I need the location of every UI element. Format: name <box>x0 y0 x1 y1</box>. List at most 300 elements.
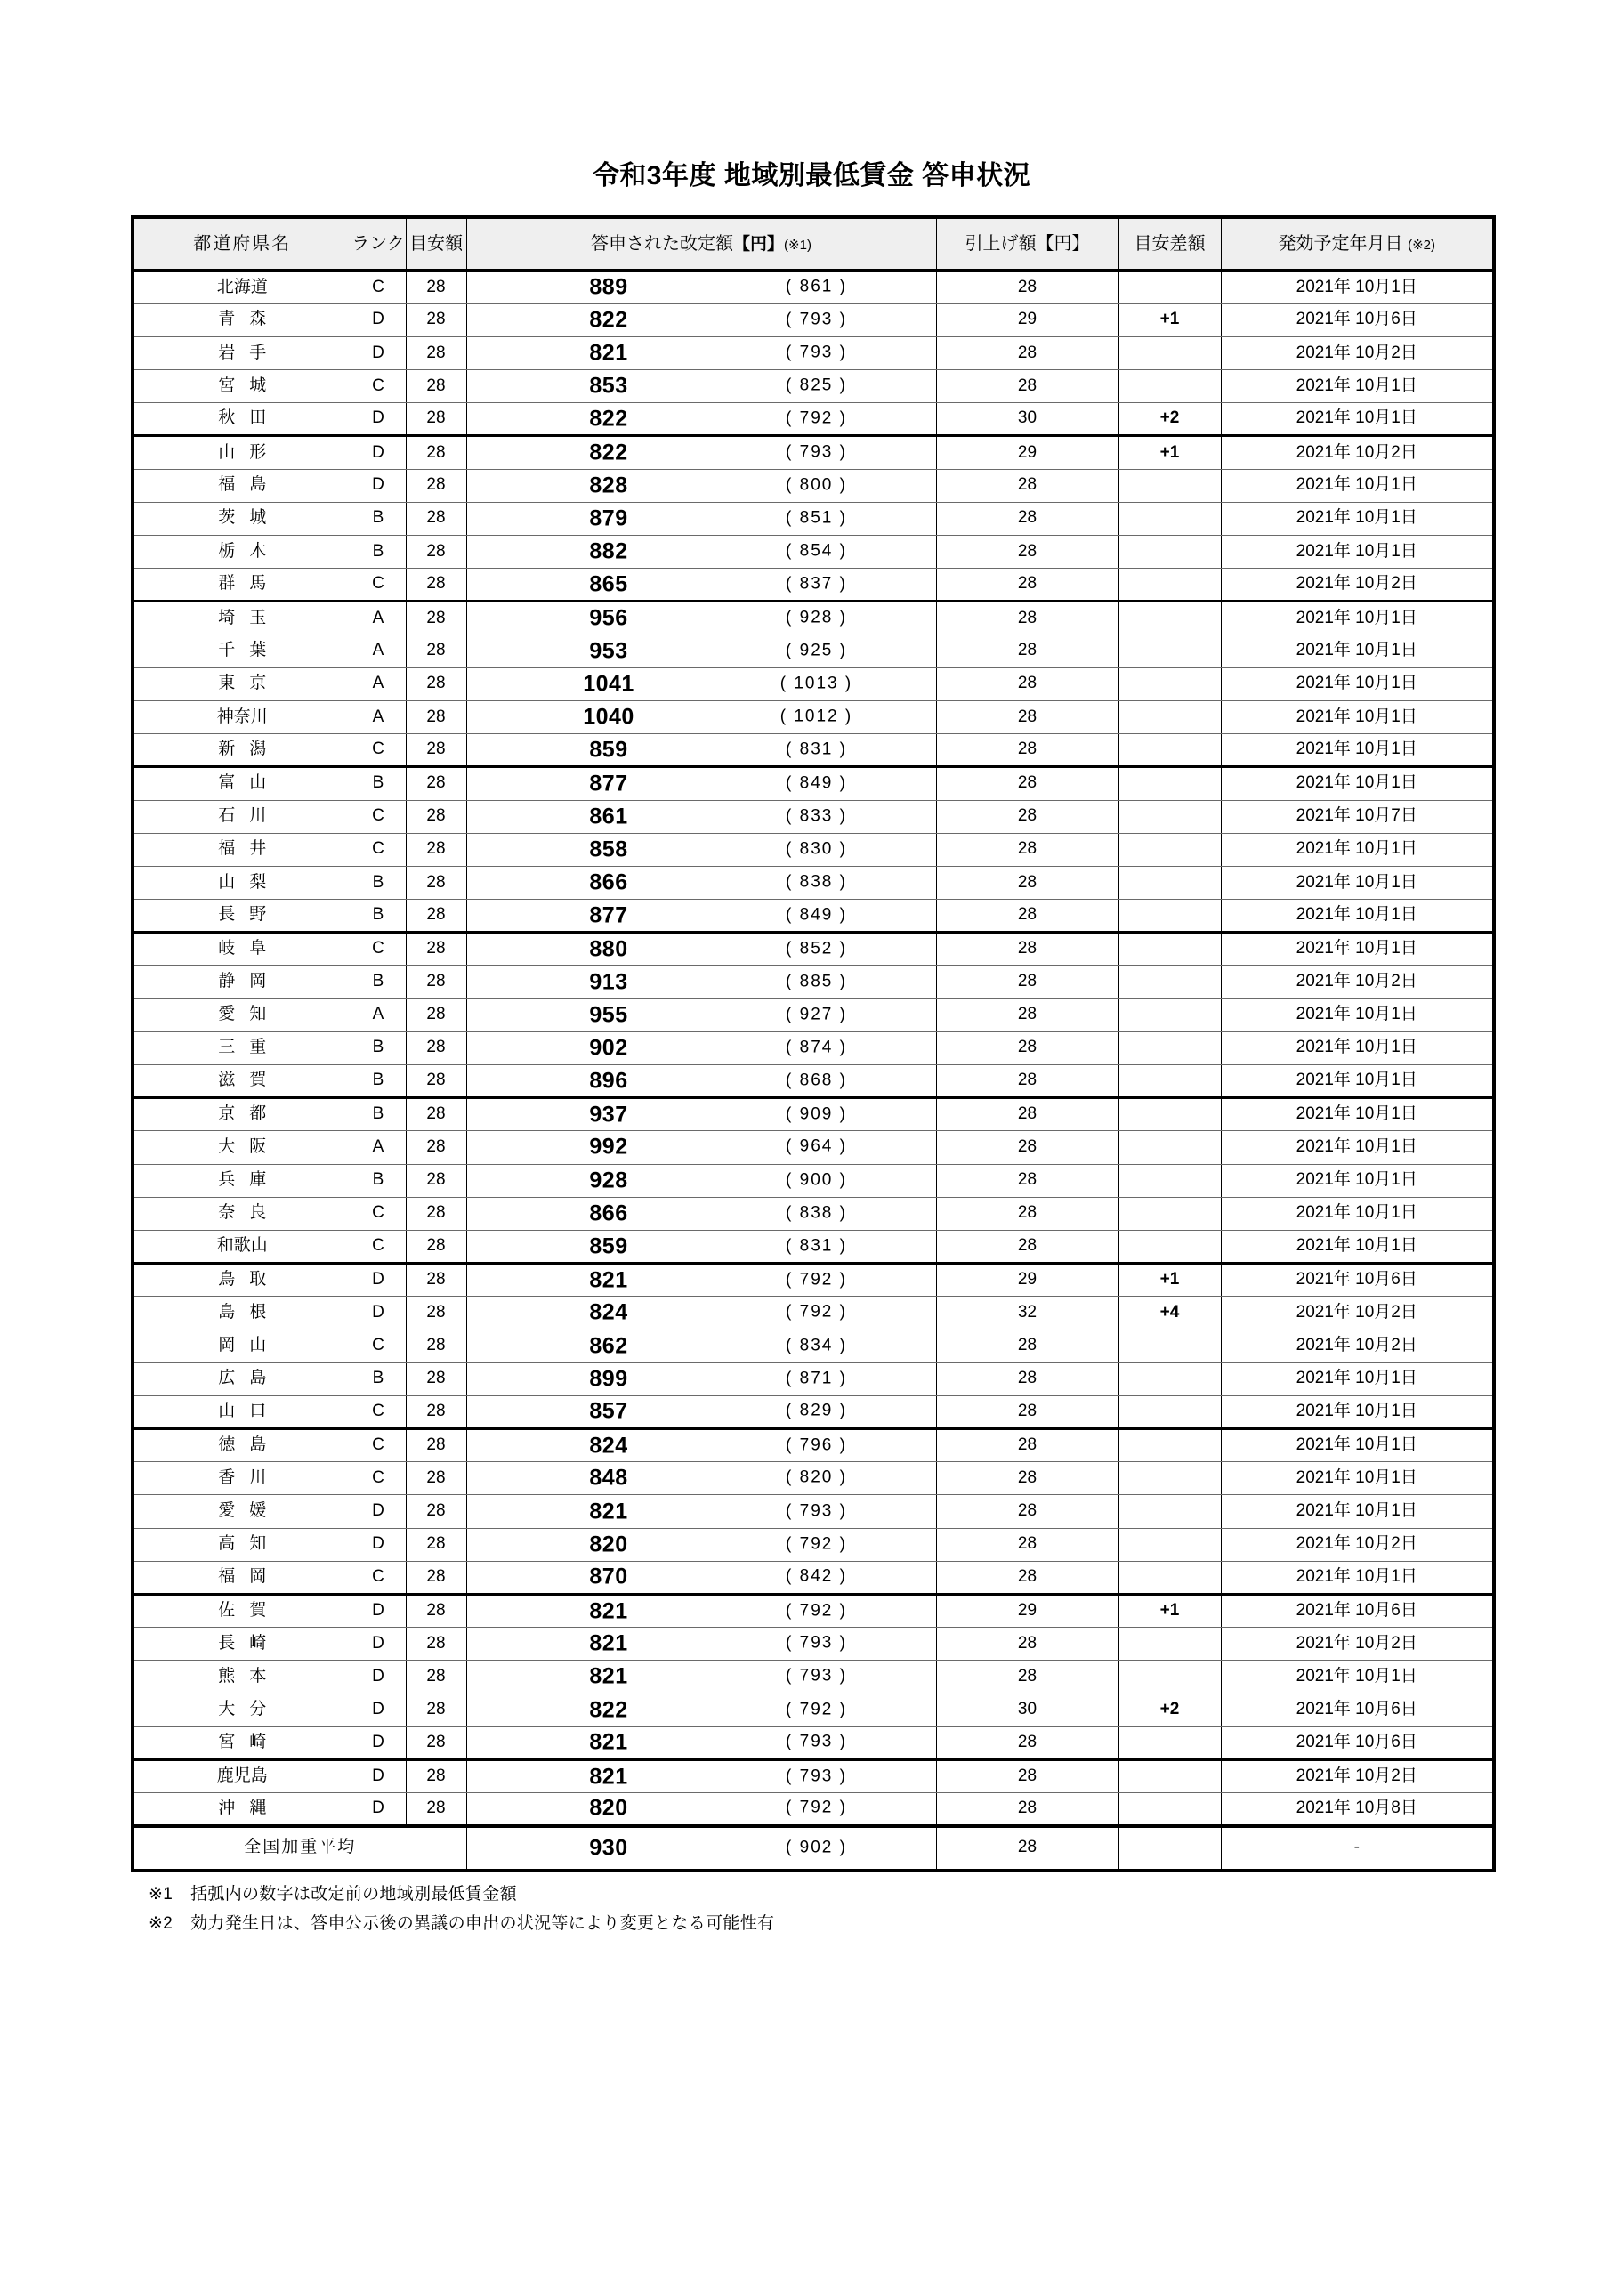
previous-amount-value: ( 928 ) <box>786 608 847 627</box>
cell-effective-date: 2021年 10月2日 <box>1221 569 1494 602</box>
cell-raise-amount: 28 <box>936 1628 1118 1661</box>
total-previous-amount-value: ( 902 ) <box>786 1838 847 1857</box>
cell-guideline-amount: 28 <box>406 370 466 403</box>
table-row <box>133 1230 1494 1263</box>
revised-amount-value: 821 <box>589 1763 628 1789</box>
cell-prefecture: 石川 <box>133 800 351 833</box>
cell-guideline-amount: 28 <box>406 833 466 866</box>
table-row <box>133 900 1494 933</box>
previous-amount-value: ( 861 ) <box>786 277 847 296</box>
total-guideline-difference <box>1118 1826 1221 1871</box>
cell-revised-amount <box>466 1561 936 1594</box>
cell-prefecture: 静岡 <box>133 966 351 998</box>
cell-effective-date: 2021年 10月1日 <box>1221 1131 1494 1164</box>
cell-prefecture: 青森 <box>133 303 351 336</box>
revised-amount-value: 937 <box>589 1102 628 1128</box>
revised-amount-value: 877 <box>589 901 628 927</box>
minimum-wage-table <box>131 215 1496 1872</box>
table-row <box>133 1098 1494 1131</box>
cell-effective-date: 2021年 10月1日 <box>1221 469 1494 502</box>
cell-effective-date: 2021年 10月6日 <box>1221 303 1494 336</box>
cell-prefecture: 愛知 <box>133 998 351 1031</box>
previous-amount-value: ( 792 ) <box>786 1302 847 1322</box>
revised-amount-value: 824 <box>589 1432 628 1458</box>
revised-amount-value: 1041 <box>583 671 634 697</box>
cell-guideline-amount: 28 <box>406 1495 466 1528</box>
table-row <box>133 1264 1494 1297</box>
wage-table-container <box>131 215 1492 1872</box>
cell-guideline-difference <box>1118 569 1221 602</box>
cell-rank: C <box>351 370 406 403</box>
cell-raise-amount: 28 <box>936 1462 1118 1495</box>
cell-effective-date: 2021年 10月1日 <box>1221 1031 1494 1064</box>
previous-amount-value: ( 829 ) <box>786 1402 847 1421</box>
previous-amount-value: ( 838 ) <box>786 1203 847 1223</box>
cell-guideline-difference <box>1118 933 1221 966</box>
previous-amount-value: ( 852 ) <box>786 939 847 958</box>
previous-amount-value: ( 792 ) <box>786 1534 847 1554</box>
cell-guideline-amount: 28 <box>406 767 466 800</box>
cell-guideline-difference <box>1118 1395 1221 1428</box>
cell-guideline-amount: 28 <box>406 569 466 602</box>
cell-rank: B <box>351 502 406 535</box>
column-header-prefecture: 都道府県名 <box>133 217 351 271</box>
table-row <box>133 502 1494 535</box>
revised-amount-value: 896 <box>589 1067 628 1093</box>
cell-prefecture: 徳島 <box>133 1429 351 1462</box>
cell-rank: D <box>351 469 406 502</box>
cell-rank: D <box>351 303 406 336</box>
cell-rank: A <box>351 667 406 700</box>
cell-prefecture: 秋田 <box>133 403 351 436</box>
cell-revised-amount <box>466 667 936 700</box>
cell-guideline-amount: 28 <box>406 1528 466 1561</box>
cell-prefecture: 岡山 <box>133 1330 351 1362</box>
cell-effective-date: 2021年 10月1日 <box>1221 667 1494 700</box>
cell-revised-amount <box>466 1495 936 1528</box>
cell-effective-date: 2021年 10月1日 <box>1221 1065 1494 1098</box>
column-header-diff: 目安差額 <box>1118 217 1221 271</box>
column-header-amount <box>466 217 936 271</box>
cell-revised-amount <box>466 1065 936 1098</box>
cell-raise-amount: 28 <box>936 1495 1118 1528</box>
cell-effective-date: 2021年 10月2日 <box>1221 336 1494 369</box>
revised-amount-value: 828 <box>589 472 628 497</box>
table-row <box>133 998 1494 1031</box>
revised-amount-value: 821 <box>589 1729 628 1755</box>
cell-prefecture: 埼玉 <box>133 602 351 635</box>
cell-guideline-difference <box>1118 271 1221 303</box>
previous-amount-value: ( 871 ) <box>786 1369 847 1388</box>
cell-prefecture: 熊本 <box>133 1661 351 1694</box>
cell-prefecture: 富山 <box>133 767 351 800</box>
previous-amount-value: ( 792 ) <box>786 1799 847 1818</box>
revised-amount-value: 953 <box>589 637 628 663</box>
cell-effective-date: 2021年 10月1日 <box>1221 403 1494 436</box>
cell-guideline-difference <box>1118 1661 1221 1694</box>
previous-amount-value: ( 909 ) <box>786 1104 847 1124</box>
footnotes <box>131 1880 1492 1939</box>
cell-guideline-difference <box>1118 1793 1221 1826</box>
cell-prefecture: 山口 <box>133 1395 351 1428</box>
cell-revised-amount <box>466 1395 936 1428</box>
cell-guideline-amount: 28 <box>406 1726 466 1759</box>
cell-effective-date: 2021年 10月1日 <box>1221 734 1494 767</box>
cell-guideline-difference <box>1118 866 1221 899</box>
cell-guideline-difference <box>1118 1759 1221 1792</box>
cell-revised-amount <box>466 1230 936 1263</box>
cell-prefecture: 長野 <box>133 900 351 933</box>
previous-amount-value: ( 849 ) <box>786 905 847 925</box>
cell-prefecture: 奈良 <box>133 1197 351 1230</box>
cell-guideline-difference <box>1118 1462 1221 1495</box>
revised-amount-value: 866 <box>589 1201 628 1226</box>
table-row <box>133 734 1494 767</box>
cell-guideline-amount: 28 <box>406 1628 466 1661</box>
cell-revised-amount <box>466 469 936 502</box>
cell-revised-amount <box>466 1661 936 1694</box>
revised-amount-value: 861 <box>589 803 628 829</box>
table-row <box>133 1297 1494 1330</box>
revised-amount-value: 858 <box>589 837 628 862</box>
cell-raise-amount: 28 <box>936 866 1118 899</box>
cell-raise-amount: 30 <box>936 1694 1118 1726</box>
table-row <box>133 1164 1494 1197</box>
previous-amount-value: ( 831 ) <box>786 1236 847 1256</box>
revised-amount-value: 821 <box>589 1663 628 1689</box>
cell-guideline-difference <box>1118 1528 1221 1561</box>
cell-prefecture: 島根 <box>133 1297 351 1330</box>
cell-guideline-amount: 28 <box>406 933 466 966</box>
cell-guideline-amount: 28 <box>406 403 466 436</box>
revised-amount-value: 824 <box>589 1299 628 1325</box>
table-row <box>133 336 1494 369</box>
cell-prefecture: 沖縄 <box>133 1793 351 1826</box>
cell-raise-amount: 28 <box>936 1429 1118 1462</box>
cell-guideline-difference <box>1118 370 1221 403</box>
cell-revised-amount <box>466 536 936 569</box>
cell-revised-amount <box>466 1297 936 1330</box>
cell-guideline-difference: +1 <box>1118 1595 1221 1628</box>
table-row <box>133 1065 1494 1098</box>
cell-raise-amount: 28 <box>936 800 1118 833</box>
cell-prefecture: 広島 <box>133 1362 351 1395</box>
cell-raise-amount: 28 <box>936 734 1118 767</box>
table-row <box>133 1793 1494 1826</box>
cell-raise-amount: 28 <box>936 1031 1118 1064</box>
previous-amount-value: ( 851 ) <box>786 508 847 528</box>
table-row <box>133 1694 1494 1726</box>
cell-effective-date: 2021年 10月2日 <box>1221 1330 1494 1362</box>
header-row <box>133 217 1494 271</box>
cell-guideline-amount: 28 <box>406 502 466 535</box>
table-row <box>133 833 1494 866</box>
table-row <box>133 1759 1494 1792</box>
cell-guideline-amount: 28 <box>406 1462 466 1495</box>
cell-raise-amount: 28 <box>936 502 1118 535</box>
cell-guideline-difference <box>1118 602 1221 635</box>
previous-amount-value: ( 792 ) <box>786 408 847 428</box>
cell-rank: C <box>351 1462 406 1495</box>
cell-guideline-amount: 28 <box>406 966 466 998</box>
cell-guideline-amount: 28 <box>406 700 466 733</box>
cell-effective-date: 2021年 10月1日 <box>1221 502 1494 535</box>
cell-rank: D <box>351 1628 406 1661</box>
table-row <box>133 1661 1494 1694</box>
cell-guideline-amount: 28 <box>406 1330 466 1362</box>
cell-guideline-amount: 28 <box>406 998 466 1031</box>
cell-rank: B <box>351 1164 406 1197</box>
footnote <box>149 1880 1492 1909</box>
revised-amount-value: 821 <box>589 1597 628 1623</box>
cell-effective-date: 2021年 10月2日 <box>1221 1297 1494 1330</box>
cell-guideline-amount: 28 <box>406 1297 466 1330</box>
cell-guideline-amount: 28 <box>406 900 466 933</box>
cell-revised-amount <box>466 1595 936 1628</box>
cell-effective-date: 2021年 10月1日 <box>1221 1395 1494 1428</box>
cell-guideline-difference: +1 <box>1118 436 1221 469</box>
cell-guideline-difference <box>1118 734 1221 767</box>
cell-prefecture: 岐阜 <box>133 933 351 966</box>
cell-guideline-amount: 28 <box>406 1694 466 1726</box>
cell-effective-date: 2021年 10月1日 <box>1221 1362 1494 1395</box>
cell-guideline-difference <box>1118 1628 1221 1661</box>
cell-prefecture: 福岡 <box>133 1561 351 1594</box>
cell-revised-amount <box>466 800 936 833</box>
previous-amount-value: ( 964 ) <box>786 1137 847 1157</box>
cell-revised-amount <box>466 1694 936 1726</box>
cell-effective-date: 2021年 10月1日 <box>1221 635 1494 667</box>
table-row <box>133 602 1494 635</box>
cell-guideline-amount: 28 <box>406 436 466 469</box>
cell-raise-amount: 28 <box>936 1065 1118 1098</box>
cell-effective-date: 2021年 10月1日 <box>1221 1197 1494 1230</box>
cell-prefecture: 長崎 <box>133 1628 351 1661</box>
revised-amount-value: 992 <box>589 1134 628 1160</box>
cell-guideline-difference <box>1118 1098 1221 1131</box>
cell-prefecture: 滋賀 <box>133 1065 351 1098</box>
cell-raise-amount: 29 <box>936 1595 1118 1628</box>
cell-revised-amount <box>466 436 936 469</box>
cell-guideline-difference <box>1118 1164 1221 1197</box>
previous-amount-value: ( 849 ) <box>786 773 847 793</box>
column-header-date-main: 発効予定年月日 <box>1278 234 1403 254</box>
cell-guideline-difference: +4 <box>1118 1297 1221 1330</box>
column-header-amount-note: (※1) <box>784 237 812 253</box>
table-row <box>133 1528 1494 1561</box>
table-row <box>133 436 1494 469</box>
cell-guideline-amount: 28 <box>406 602 466 635</box>
column-header-amount-main: 答申された改定額 <box>591 233 734 254</box>
cell-revised-amount <box>466 1164 936 1197</box>
cell-guideline-amount: 28 <box>406 303 466 336</box>
previous-amount-value: ( 800 ) <box>786 475 847 495</box>
revised-amount-value: 822 <box>589 440 628 465</box>
cell-raise-amount: 28 <box>936 536 1118 569</box>
revised-amount-value: 821 <box>589 1630 628 1656</box>
cell-effective-date: 2021年 10月2日 <box>1221 1628 1494 1661</box>
total-revised-amount <box>466 1826 936 1871</box>
cell-guideline-difference <box>1118 1131 1221 1164</box>
cell-rank: D <box>351 1264 406 1297</box>
table-body <box>133 271 1494 1871</box>
cell-raise-amount: 28 <box>936 966 1118 998</box>
cell-effective-date: 2021年 10月1日 <box>1221 700 1494 733</box>
cell-effective-date: 2021年 10月2日 <box>1221 436 1494 469</box>
cell-effective-date: 2021年 10月1日 <box>1221 1661 1494 1694</box>
previous-amount-value: ( 1012 ) <box>779 707 853 726</box>
cell-raise-amount: 28 <box>936 700 1118 733</box>
cell-effective-date: 2021年 10月6日 <box>1221 1694 1494 1726</box>
cell-guideline-difference <box>1118 900 1221 933</box>
cell-rank: C <box>351 1230 406 1263</box>
cell-effective-date: 2021年 10月1日 <box>1221 1230 1494 1263</box>
revised-amount-value: 880 <box>589 936 628 962</box>
total-effective-date: - <box>1221 1826 1494 1871</box>
table-total-row <box>133 1826 1494 1871</box>
cell-prefecture: 大阪 <box>133 1131 351 1164</box>
previous-amount-value: ( 837 ) <box>786 574 847 594</box>
previous-amount-value: ( 796 ) <box>786 1435 847 1455</box>
cell-raise-amount: 28 <box>936 1197 1118 1230</box>
previous-amount-value: ( 825 ) <box>786 376 847 395</box>
table-row <box>133 1561 1494 1594</box>
cell-raise-amount: 28 <box>936 1330 1118 1362</box>
cell-guideline-difference <box>1118 469 1221 502</box>
cell-effective-date: 2021年 10月1日 <box>1221 536 1494 569</box>
cell-rank: C <box>351 1395 406 1428</box>
cell-guideline-amount: 28 <box>406 667 466 700</box>
cell-prefecture: 和歌山 <box>133 1230 351 1263</box>
cell-guideline-amount: 28 <box>406 1197 466 1230</box>
cell-effective-date: 2021年 10月1日 <box>1221 866 1494 899</box>
table-row <box>133 700 1494 733</box>
revised-amount-value: 877 <box>589 771 628 796</box>
cell-prefecture: 神奈川 <box>133 700 351 733</box>
cell-rank: A <box>351 998 406 1031</box>
column-header-guideline: 目安額 <box>406 217 466 271</box>
cell-guideline-difference: +2 <box>1118 1694 1221 1726</box>
previous-amount-value: ( 793 ) <box>786 1732 847 1751</box>
cell-effective-date: 2021年 10月1日 <box>1221 933 1494 966</box>
cell-guideline-difference <box>1118 1726 1221 1759</box>
cell-raise-amount: 28 <box>936 271 1118 303</box>
cell-prefecture: 宮崎 <box>133 1726 351 1759</box>
cell-revised-amount <box>466 1793 936 1826</box>
revised-amount-value: 1040 <box>583 704 634 730</box>
previous-amount-value: ( 900 ) <box>786 1170 847 1190</box>
cell-guideline-difference <box>1118 1065 1221 1098</box>
revised-amount-value: 820 <box>589 1795 628 1821</box>
cell-effective-date: 2021年 10月7日 <box>1221 800 1494 833</box>
revised-amount-value: 821 <box>589 340 628 366</box>
cell-effective-date: 2021年 10月1日 <box>1221 767 1494 800</box>
cell-raise-amount: 28 <box>936 933 1118 966</box>
revised-amount-value: 955 <box>589 1001 628 1027</box>
previous-amount-value: ( 838 ) <box>786 872 847 892</box>
cell-prefecture: 高知 <box>133 1528 351 1561</box>
table-row <box>133 1726 1494 1759</box>
cell-prefecture: 東京 <box>133 667 351 700</box>
cell-effective-date: 2021年 10月2日 <box>1221 1528 1494 1561</box>
cell-revised-amount <box>466 734 936 767</box>
cell-guideline-amount: 28 <box>406 336 466 369</box>
cell-raise-amount: 28 <box>936 833 1118 866</box>
cell-rank: A <box>351 602 406 635</box>
cell-revised-amount <box>466 1726 936 1759</box>
cell-revised-amount <box>466 569 936 602</box>
cell-guideline-amount: 28 <box>406 1230 466 1263</box>
cell-guideline-amount: 28 <box>406 800 466 833</box>
cell-guideline-amount: 28 <box>406 1759 466 1792</box>
column-header-date-note: (※2) <box>1408 238 1435 253</box>
revised-amount-value: 879 <box>589 505 628 531</box>
total-raise-amount: 28 <box>936 1826 1118 1871</box>
cell-revised-amount <box>466 271 936 303</box>
table-row <box>133 1395 1494 1428</box>
cell-rank: B <box>351 900 406 933</box>
cell-raise-amount: 28 <box>936 1726 1118 1759</box>
revised-amount-value: 870 <box>589 1564 628 1589</box>
previous-amount-value: ( 874 ) <box>786 1038 847 1057</box>
cell-rank: C <box>351 833 406 866</box>
table-row <box>133 1595 1494 1628</box>
table-row <box>133 569 1494 602</box>
previous-amount-value: ( 885 ) <box>786 972 847 991</box>
cell-prefecture: 岩手 <box>133 336 351 369</box>
column-header-raise: 引上げ額【円】 <box>936 217 1118 271</box>
total-revised-amount-value: 930 <box>589 1835 628 1861</box>
cell-prefecture: 鳥取 <box>133 1264 351 1297</box>
cell-guideline-difference <box>1118 336 1221 369</box>
column-header-amount-unit: 【円】 <box>733 234 785 254</box>
table-row <box>133 536 1494 569</box>
cell-rank: A <box>351 700 406 733</box>
previous-amount-value: ( 793 ) <box>786 1766 847 1786</box>
cell-effective-date: 2021年 10月6日 <box>1221 1264 1494 1297</box>
cell-revised-amount <box>466 1131 936 1164</box>
cell-effective-date: 2021年 10月1日 <box>1221 602 1494 635</box>
cell-guideline-amount: 28 <box>406 1793 466 1826</box>
cell-raise-amount: 32 <box>936 1297 1118 1330</box>
cell-guideline-difference <box>1118 1362 1221 1395</box>
column-header-rank: ランク <box>351 217 406 271</box>
table-row <box>133 1031 1494 1064</box>
cell-revised-amount <box>466 602 936 635</box>
cell-guideline-amount: 28 <box>406 1164 466 1197</box>
cell-effective-date: 2021年 10月1日 <box>1221 1429 1494 1462</box>
table-row <box>133 1197 1494 1230</box>
revised-amount-value: 865 <box>589 571 628 597</box>
cell-rank: B <box>351 866 406 899</box>
cell-revised-amount <box>466 1031 936 1064</box>
cell-rank: A <box>351 635 406 667</box>
cell-rank: C <box>351 734 406 767</box>
previous-amount-value: ( 793 ) <box>786 1501 847 1521</box>
cell-revised-amount <box>466 1197 936 1230</box>
cell-rank: C <box>351 1429 406 1462</box>
cell-guideline-amount: 28 <box>406 1429 466 1462</box>
cell-rank: D <box>351 1495 406 1528</box>
cell-revised-amount <box>466 403 936 436</box>
cell-guideline-difference <box>1118 635 1221 667</box>
cell-effective-date: 2021年 10月8日 <box>1221 1793 1494 1826</box>
previous-amount-value: ( 793 ) <box>786 343 847 362</box>
cell-revised-amount <box>466 303 936 336</box>
table-row <box>133 800 1494 833</box>
cell-rank: D <box>351 403 406 436</box>
cell-raise-amount: 28 <box>936 998 1118 1031</box>
